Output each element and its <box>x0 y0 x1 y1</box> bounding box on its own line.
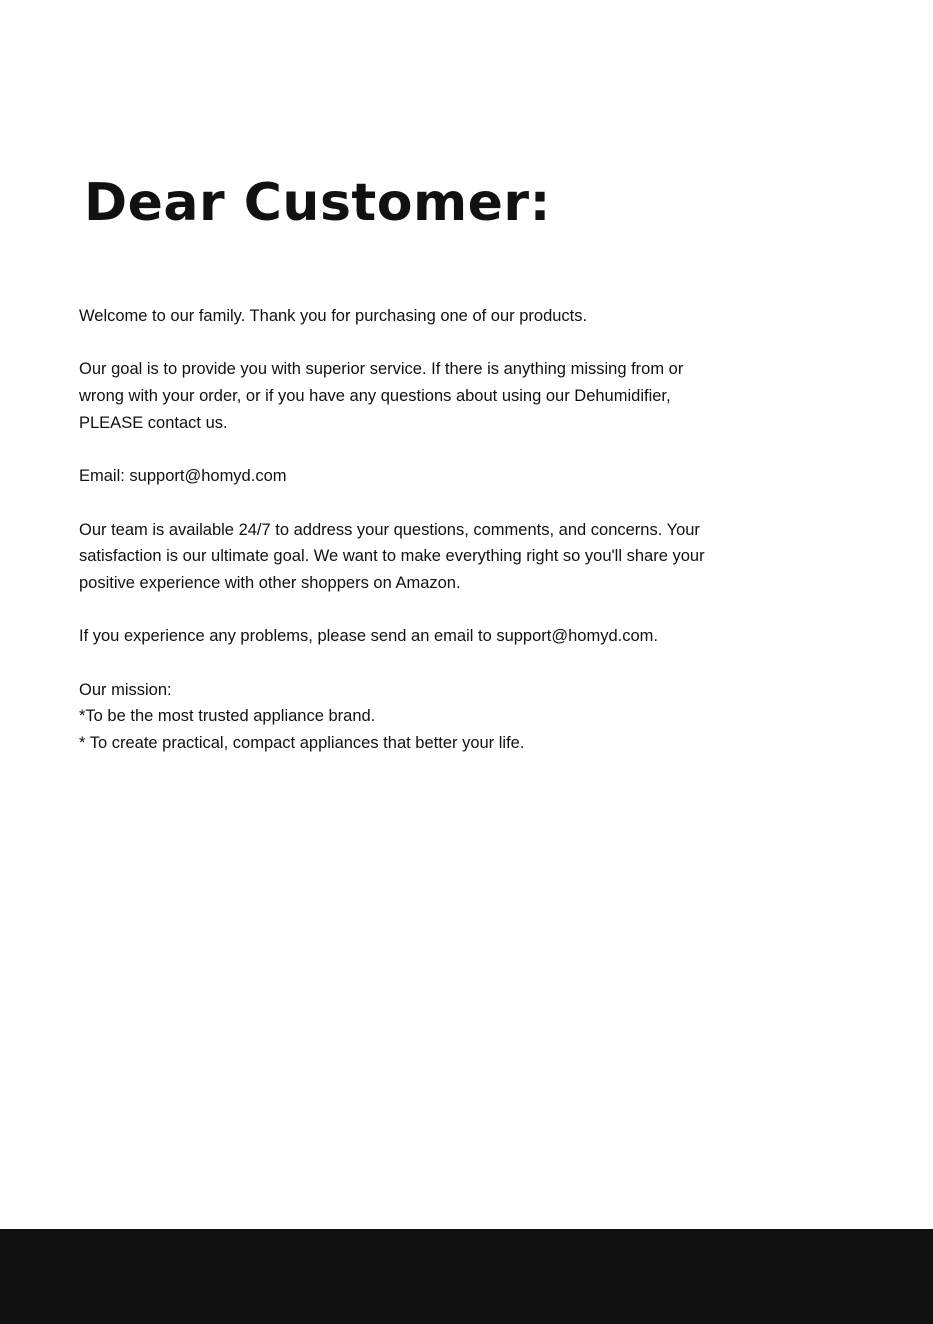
footer-band <box>0 1229 933 1324</box>
goal-paragraph <box>79 356 809 436</box>
welcome-paragraph: Welcome to our family. Thank you for purchasing one of our products. <box>79 307 588 325</box>
letter-body <box>79 303 809 784</box>
goal-line: PLEASE contact us. <box>79 413 228 432</box>
team-paragraph <box>79 517 809 597</box>
mission-item: *To be the most trusted appliance brand. <box>79 707 376 726</box>
page-title: Dear Customer: <box>84 173 551 233</box>
team-line: satisfaction is our ultimate goal. We want to make everything right so you'll share your <box>79 547 705 566</box>
team-line: Our team is available 24/7 to address your questions, comments, and concerns. Your <box>79 520 700 539</box>
email-contact: Email: support@homyd.com <box>79 467 287 486</box>
goal-line: wrong with your order, or if you have any questions about using our Dehumidifier, <box>79 387 671 406</box>
mission-label: Our mission: <box>79 680 172 699</box>
mission-section <box>79 677 809 757</box>
goal-line: Our goal is to provide you with superior service. If there is anything missing from or <box>79 360 684 379</box>
problems-paragraph: If you experience any problems, please send an email to support@homyd.com. <box>79 627 658 646</box>
mission-item: * To create practical, compact appliances that better your life. <box>79 734 525 753</box>
team-line: positive experience with other shoppers on Amazon. <box>79 573 461 592</box>
